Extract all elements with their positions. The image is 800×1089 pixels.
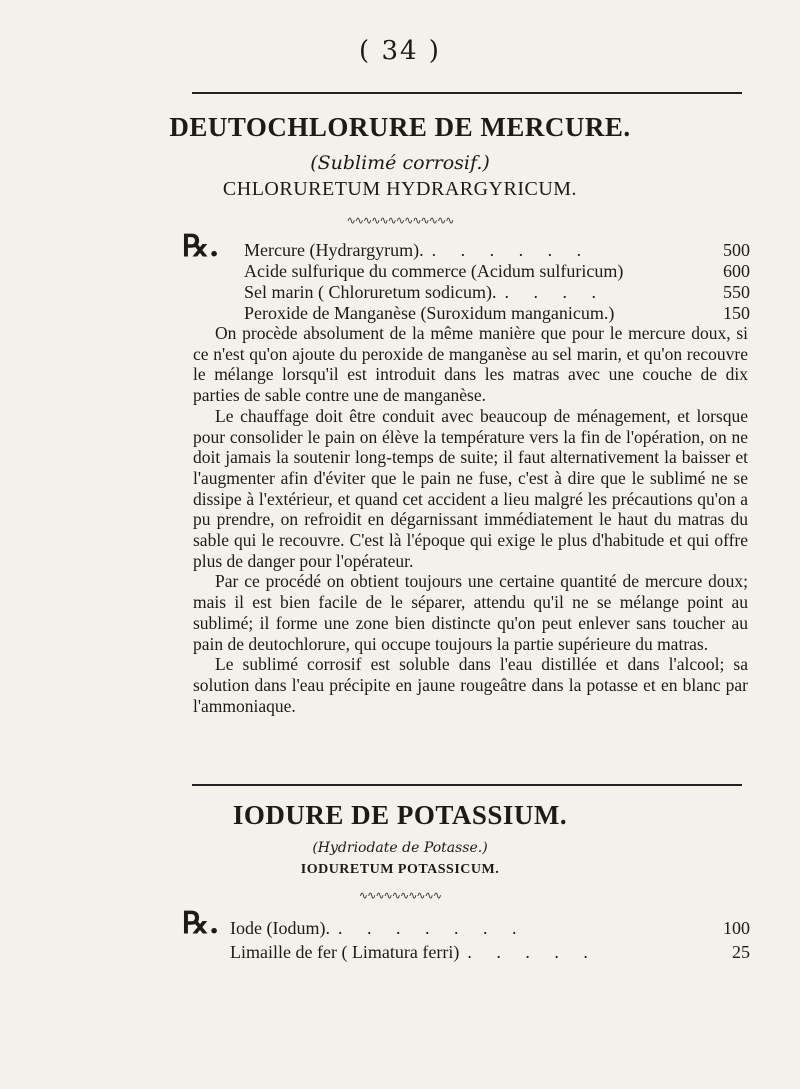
leader-dots: . . . . — [504, 282, 606, 302]
leader-dots: . . . . . . . — [337, 918, 527, 938]
leader-dots: . . . . . . — [431, 240, 592, 260]
rx-symbol: ℞. — [182, 229, 220, 264]
ingredient-name: Acide sulfurique du commerce (Acidum sulfuricum) — [244, 261, 624, 281]
ingredient-quantity: 100 — [723, 918, 750, 938]
recipe-list — [182, 229, 750, 324]
ingredient-row — [190, 282, 750, 303]
page-number: ( 34 ) — [359, 36, 441, 66]
paragraph: Le chauffage doit être conduit avec beaucoup de ménagement, et lorsque pour consolider le pain on élève la température vers la fin de l'opération, on ne doit jamais la soutenir long-temps de suite; il faut alternativement la baisser et l'augmenter afin d'éviter que le pain ne fuse, c'est à dire que le sublimé ne se dissipe à l'extérieur, et quand cet accident a lieu malgré les précautions qu'on a pu prendre, on refroidit en dégarnissant immédiatement le haut du matras du sable qui le recouvre. C'est là l'époque qui exige le plus d'habitude et qui offre plus de danger pour l'opérateur. — [193, 405, 748, 571]
ingredient-name: Mercure (Hydrargyrum). — [244, 240, 424, 260]
ingredient-quantity: 25 — [732, 942, 750, 962]
header-rule — [192, 92, 742, 94]
section-rule — [192, 784, 742, 786]
paragraph: Par ce procédé on obtient toujours une certaine quantité de mercure doux; mais il est bien facile de le séparer, attendu qu'il ne se mélange point au sublimé; il forme une zone bien distincte qu'on peut enlever sans toucher au pain de deutochlorure, qui occupe toujours la partie supérieure du matras. — [193, 571, 748, 654]
ingredient-name: Iode (Iodum). — [230, 918, 330, 938]
recipe-list — [182, 906, 750, 964]
section-body — [193, 323, 748, 716]
ornament-divider: ∿∿∿∿∿∿∿∿∿∿ — [358, 889, 442, 902]
section-title: DEUTOCHLORURE DE MERCURE. — [169, 112, 631, 142]
ingredient-row — [190, 940, 750, 964]
latin-name: IODURETUM POTASSICUM. — [300, 862, 500, 877]
ingredient-row — [190, 261, 750, 282]
leader-dots — [623, 261, 723, 282]
latin-name: CHLORURETUM HYDRARGYRICUM. — [222, 178, 578, 200]
section-subtitle: (Sublimé corrosif.) — [310, 152, 490, 174]
ingredient-name: Sel marin ( Chloruretum sodicum). — [244, 282, 497, 302]
ingredient-name: Limaille de fer ( Limatura ferri) — [230, 942, 460, 962]
ingredient-quantity: 150 — [723, 303, 750, 323]
ingredient-name: Peroxide de Manganèse (Suroxidum manganicum.) — [244, 303, 615, 323]
ingredient-quantity: 600 — [723, 261, 750, 281]
ingredient-row — [190, 916, 750, 940]
section-subtitle: (Hydriodate de Potasse.) — [312, 840, 488, 856]
ingredient-row — [190, 240, 750, 261]
section-title: IODURE DE POTASSIUM. — [232, 800, 568, 830]
ingredient-row — [190, 303, 750, 324]
ingredient-quantity: 500 — [723, 240, 750, 260]
rx-symbol: ℞. — [182, 906, 220, 941]
paragraph: Le sublimé corrosif est soluble dans l'eau distillée et dans l'alcool; sa solution dans l'eau précipite en jaune rougeâtre dans la potasse et en blanc par l'ammoniaque. — [193, 654, 748, 716]
leader-dots: . . . . . — [467, 942, 598, 962]
ornament-divider: ∿∿∿∿∿∿∿∿∿∿∿∿∿ — [346, 214, 454, 227]
leader-dots — [614, 303, 723, 324]
ingredient-quantity: 550 — [723, 282, 750, 302]
paragraph: On procède absolument de la même manière que pour le mercure doux, si ce n'est qu'on ajoute du peroxide de manganèse au sel marin, et qu'on recouvre le mélange lorsqu'il est introduit dans les matras avec une couche de dix parties de sable contre une de manganèse. — [193, 323, 748, 406]
